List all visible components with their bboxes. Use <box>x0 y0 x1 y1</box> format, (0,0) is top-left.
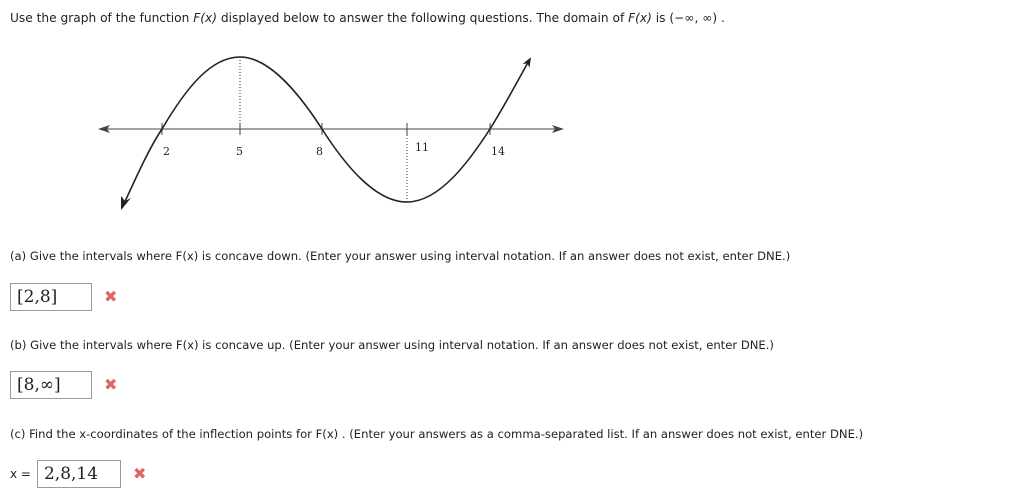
tick-label-2: 2 <box>163 145 170 158</box>
answer-row-b <box>10 371 117 399</box>
x-equals-label: x = <box>10 467 31 481</box>
tick-label-14: 14 <box>491 145 505 158</box>
incorrect-icon: ✖ <box>132 464 147 483</box>
domain-text: is (−∞, ∞) . <box>651 11 725 25</box>
answer-a-input[interactable]: [2,8] <box>10 283 92 311</box>
answer-b-input[interactable]: [8,∞] <box>10 371 92 399</box>
function-graph <box>90 45 570 215</box>
answer-row-a <box>10 283 117 311</box>
incorrect-icon: ✖ <box>104 375 118 394</box>
tick-label-8: 8 <box>316 145 323 158</box>
function-curve <box>122 57 530 208</box>
tick-label-5: 5 <box>236 145 243 158</box>
incorrect-icon: ✖ <box>104 287 118 306</box>
question-c: (c) Find the x-coordinates of the inflection points for F(x) . (Enter your answers as a comma-separated list. If an answer does not exist, enter DNE.) <box>10 427 864 441</box>
function-name: F(x) <box>193 11 217 25</box>
intro-text-1: Use the graph of the function <box>10 11 194 25</box>
answer-c-input[interactable]: 2,8,14 <box>37 460 121 488</box>
answer-row-c <box>10 460 146 488</box>
question-a: (a) Give the intervals where F(x) is concave down. (Enter your answer using interval notation. If an answer does not exist, enter DNE.) <box>10 249 791 263</box>
problem-statement <box>10 11 725 25</box>
intro-text-2: displayed below to answer the following questions. The domain of <box>216 11 629 25</box>
function-name-2: F(x) <box>628 11 652 25</box>
tick-label-11: 11 <box>415 141 429 154</box>
question-b: (b) Give the intervals where F(x) is concave up. (Enter your answer using interval notation. If an answer does not exist, enter DNE.) <box>10 338 774 352</box>
